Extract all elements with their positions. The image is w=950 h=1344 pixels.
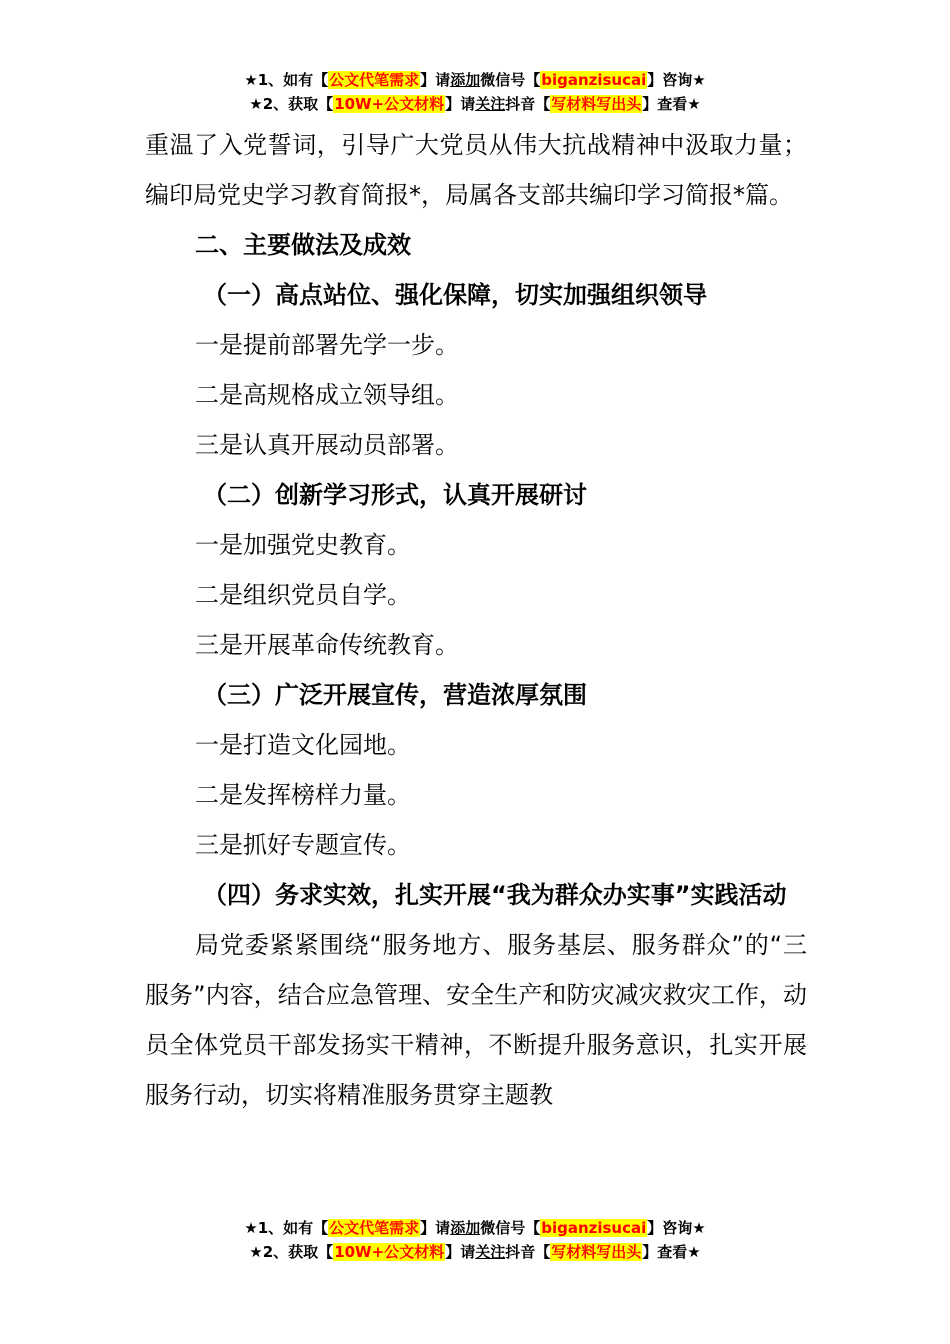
section-2-title: 二、主要做法及成效	[195, 231, 411, 259]
promo-text: 】请	[445, 1243, 476, 1261]
subsection-1-title: （一）高点站位、强化保障，切实加强组织领导	[203, 281, 707, 309]
subsection-3-title: （三）广泛开展宣传，营造浓厚氛围	[203, 681, 587, 709]
promo-underline: 添加	[450, 1219, 481, 1237]
promo-highlight: 10W+公文材料	[334, 95, 445, 113]
promo-text: 】咨询★	[647, 71, 706, 89]
promo-line-1	[0, 1216, 950, 1240]
promo-highlight: 写材料写出头	[551, 95, 642, 113]
list-item: 一是加强党史教育。	[195, 531, 411, 559]
promo-text: ★1、如有【	[244, 1219, 329, 1237]
promo-underline: 关注	[475, 1243, 506, 1261]
list-item: 二是发挥榜样力量。	[195, 781, 411, 809]
promo-text: 】咨询★	[647, 1219, 706, 1237]
promo-text: ★1、如有【	[244, 71, 329, 89]
promo-text: 微信号【	[480, 1219, 541, 1237]
promo-text: 抖音【	[505, 95, 551, 113]
list-item: 二是高规格成立领导组。	[195, 381, 459, 409]
promo-text: 】查看★	[642, 1243, 701, 1261]
promo-line-2	[0, 1240, 950, 1264]
promo-text: 抖音【	[505, 1243, 551, 1261]
promo-highlight: 公文代笔需求	[329, 71, 420, 89]
promo-text: 微信号【	[480, 71, 541, 89]
list-item: 三是开展革命传统教育。	[195, 631, 459, 659]
list-item: 三是认真开展动员部署。	[195, 431, 459, 459]
promo-text: 】请	[420, 1219, 451, 1237]
promo-highlight: biganzisucai	[541, 1219, 647, 1237]
list-item: 一是提前部署先学一步。	[195, 331, 459, 359]
list-item: 一是打造文化园地。	[195, 731, 411, 759]
promo-text: 】请	[445, 95, 476, 113]
promo-text: ★2、获取【	[249, 95, 334, 113]
list-item: 二是组织党员自学。	[195, 581, 411, 609]
subsection-4-paragraph: 局党委紧紧围绕“服务地方、服务基层、服务群众”的“三服务”内容，结合应急管理、安全生产和防灾减灾救灾工作，动员全体党员干部发扬实干精神，不断提升服务意识，扎实开展服务行动，切实将精准服务贯穿主题教	[145, 931, 807, 1109]
top-promo-banner	[0, 68, 950, 116]
promo-text: 】查看★	[642, 95, 701, 113]
promo-highlight: biganzisucai	[541, 71, 647, 89]
promo-line-2	[0, 92, 950, 116]
intro-paragraph: 重温了入党誓词，引导广大党员从伟大抗战精神中汲取力量；编印局党史学习教育简报*，局属各支部共编印学习简报*篇。	[145, 131, 807, 209]
promo-highlight: 10W+公文材料	[334, 1243, 445, 1261]
document-body	[145, 120, 807, 1120]
promo-underline: 关注	[475, 95, 506, 113]
subsection-4-title: （四）务求实效，扎实开展“我为群众办实事”实践活动	[203, 881, 787, 909]
list-item: 三是抓好专题宣传。	[195, 831, 411, 859]
bottom-promo-banner	[0, 1216, 950, 1264]
promo-highlight: 公文代笔需求	[329, 1219, 420, 1237]
promo-line-1	[0, 68, 950, 92]
subsection-2-title: （二）创新学习形式，认真开展研讨	[203, 481, 587, 509]
promo-text: 】请	[420, 71, 451, 89]
promo-underline: 添加	[450, 71, 481, 89]
promo-text: ★2、获取【	[249, 1243, 334, 1261]
promo-highlight: 写材料写出头	[551, 1243, 642, 1261]
